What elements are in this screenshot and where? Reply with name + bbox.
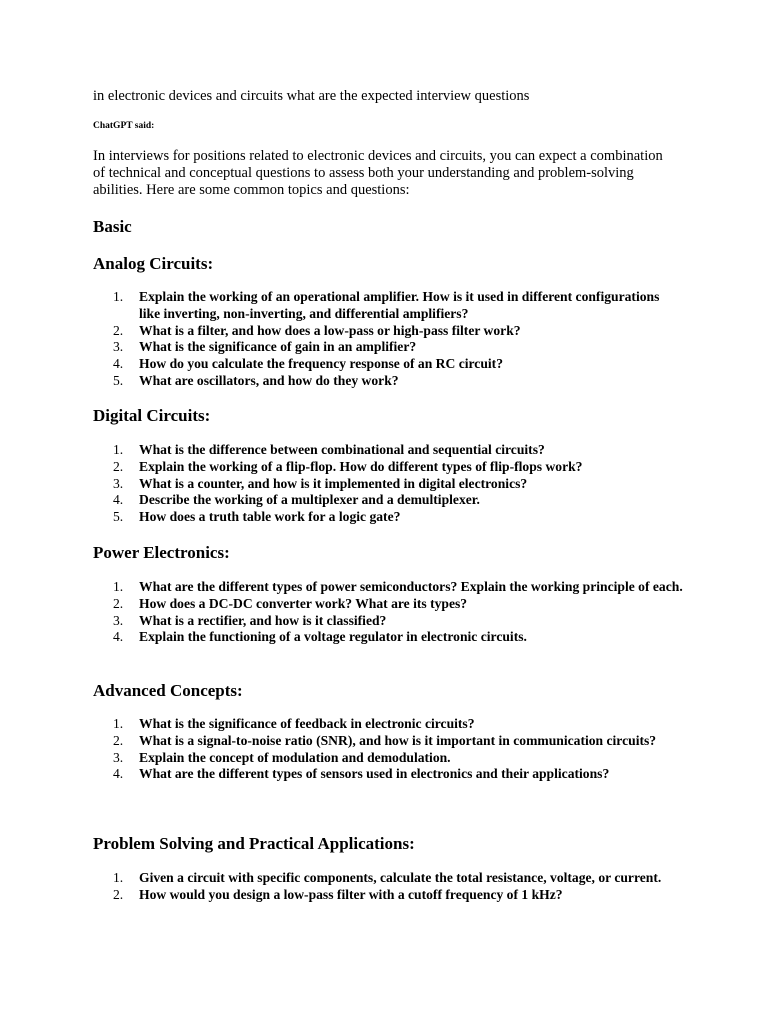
intro-paragraph: In interviews for positions related to electronic devices and circuits, you can expect a combination of technical and conceptual questions to assess both your understanding and problem-solving abilities. Here are some common topics and questions: — [93, 148, 663, 198]
section-heading-advanced: Advanced Concepts: — [93, 681, 243, 700]
list-item: 2. How does a DC-DC converter work? What are its types? — [113, 595, 468, 611]
list-item: 3. Explain the concept of modulation and demodulation. — [113, 749, 451, 765]
list-item: 1. What is the difference between combinational and sequential circuits? — [113, 442, 545, 457]
list-item: 2. What is a signal-to-noise ratio (SNR), and how is it important in communication circuits? — [113, 732, 657, 748]
list-item: 1. Explain the working of an operational amplifier. How is it used in different configurations like inverting, non-inverting, and differential amplifiers? — [113, 289, 660, 321]
section-heading-analog: Analog Circuits: — [93, 254, 214, 273]
question-list-power — [93, 579, 683, 646]
list-item: 1. Given a circuit with specific components, calculate the total resistance, voltage, or current. — [113, 870, 662, 885]
list-item: 2. What is a filter, and how does a low-pass or high-pass filter work? — [113, 322, 521, 338]
list-item: 3. What is a counter, and how is it implemented in digital electronics? — [113, 475, 528, 491]
section-heading-power: Power Electronics: — [93, 543, 230, 562]
user-prompt: in electronic devices and circuits what are the expected interview questions — [93, 88, 530, 104]
list-item: 1. What is the significance of feedback in electronic circuits? — [113, 716, 475, 731]
list-item: 5. What are oscillators, and how do they work? — [113, 372, 399, 388]
list-item: 2. Explain the working of a flip-flop. How do different types of flip-flops work? — [113, 458, 583, 474]
assistant-label: ChatGPT said: — [93, 121, 155, 131]
list-item: 3. What is the significance of gain in an amplifier? — [113, 339, 417, 355]
list-item: 4. How do you calculate the frequency response of an RC circuit? — [113, 356, 503, 372]
list-item: 2. How would you design a low-pass filter with a cutoff frequency of 1 kHz? — [113, 886, 563, 902]
question-list-problem-solving — [93, 870, 683, 904]
question-list-advanced — [93, 716, 683, 783]
section-heading-digital: Digital Circuits: — [93, 406, 211, 425]
list-item: 5. How does a truth table work for a logic gate? — [113, 509, 401, 525]
list-item: 3. What is a rectifier, and how is it classified? — [113, 612, 387, 628]
list-item: 4. Explain the functioning of a voltage regulator in electronic circuits. — [113, 629, 527, 645]
question-list-digital — [93, 442, 683, 526]
question-list-analog — [93, 289, 683, 390]
section-heading-problem-solving: Problem Solving and Practical Applications: — [93, 834, 415, 853]
list-item: 4. What are the different types of sensors used in electronics and their applications? — [113, 766, 610, 782]
basic-heading: Basic — [93, 217, 132, 236]
list-item: 1. What are the different types of power semiconductors? Explain the working principle of each. — [113, 579, 683, 594]
list-item: 4. Describe the working of a multiplexer and a demultiplexer. — [113, 492, 480, 508]
